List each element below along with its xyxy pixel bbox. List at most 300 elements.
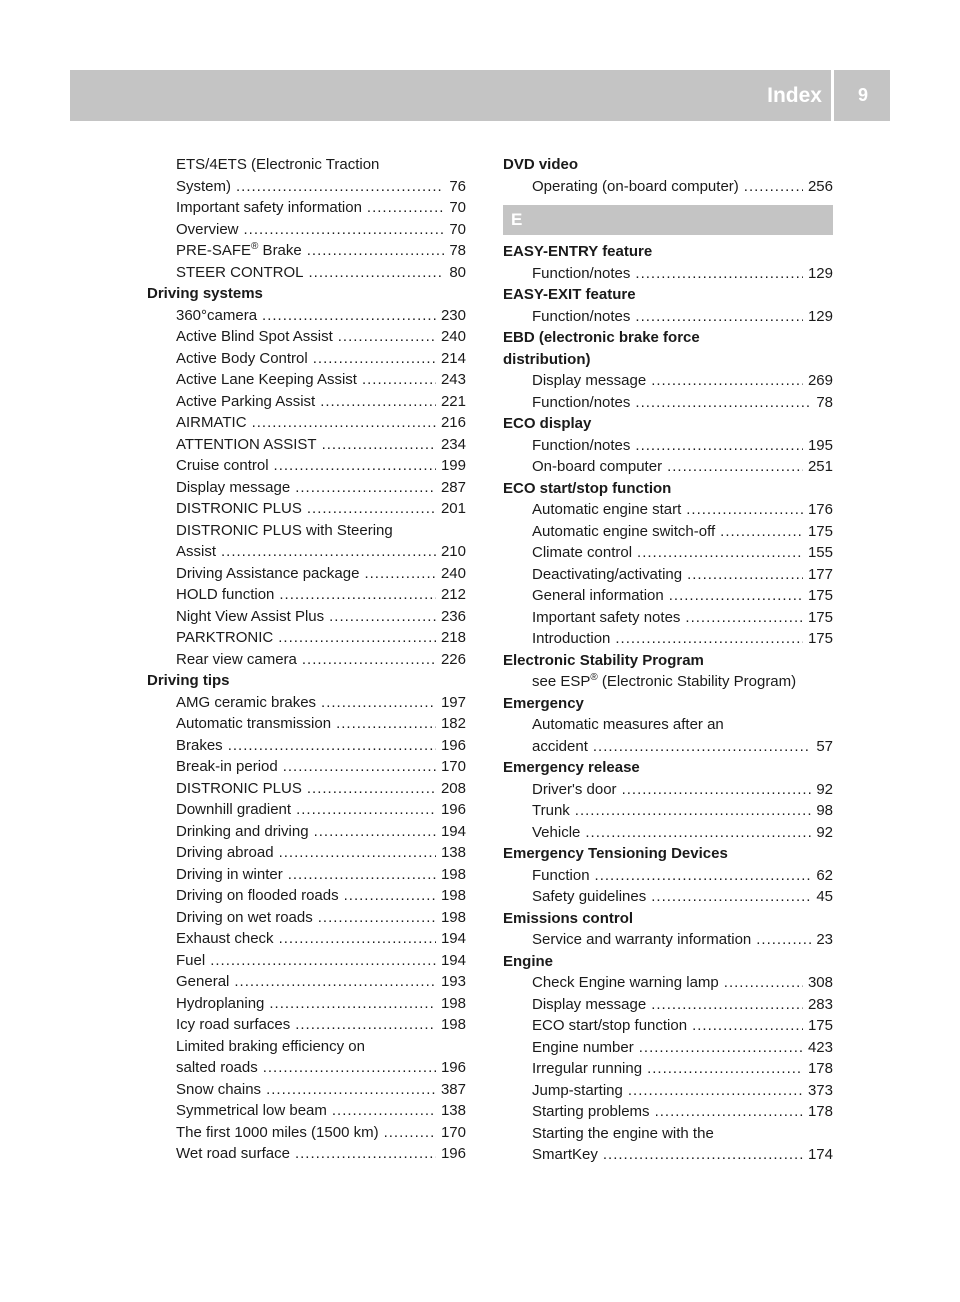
index-page-ref[interactable]: 234 — [440, 435, 466, 453]
index-entry — [503, 1080, 833, 1102]
index-entry-label: Function/notes — [532, 264, 631, 282]
index-entry-label: Symmetrical low beam — [176, 1102, 327, 1119]
index-entry — [503, 800, 833, 822]
index-page-ref[interactable]: 78 — [816, 393, 833, 411]
index-entry-label: Icy road surfaces — [176, 1016, 291, 1033]
index-entry-label: On-board computer — [532, 458, 663, 475]
index-entry — [147, 584, 466, 606]
dot-leader — [279, 928, 436, 950]
index-entry-label: Safety guidelines — [532, 888, 647, 905]
index-page-ref[interactable]: 23 — [816, 931, 833, 948]
index-entry — [503, 542, 833, 564]
dot-leader — [635, 263, 803, 285]
index-page-ref[interactable]: 177 — [807, 565, 833, 583]
index-entry — [147, 348, 466, 370]
index-entry — [503, 822, 833, 844]
index-entry — [147, 1122, 466, 1144]
index-entry-label: Drinking and driving — [176, 822, 309, 840]
index-page-ref[interactable]: 196 — [440, 1145, 466, 1162]
index-entry-label: Display message — [532, 372, 647, 389]
dot-leader — [651, 994, 803, 1016]
dot-leader — [302, 649, 436, 671]
index-entry-label: PARKTRONIC — [176, 629, 274, 646]
index-entry-label: Rear view camera — [176, 650, 297, 668]
dot-leader — [210, 950, 436, 972]
dot-leader — [314, 821, 436, 843]
dot-leader — [332, 1100, 436, 1122]
index-heading: Engine — [503, 952, 554, 970]
index-page-ref[interactable]: 196 — [440, 801, 466, 818]
index-entry — [147, 885, 466, 907]
index-heading: ECO start/stop function — [503, 479, 672, 497]
index-page-ref[interactable]: 226 — [440, 650, 466, 668]
index-page-ref[interactable]: 92 — [816, 780, 833, 798]
index-heading: EBD (electronic brake force — [503, 329, 700, 346]
index-page-ref[interactable]: 178 — [807, 1103, 833, 1120]
index-entry — [503, 564, 833, 586]
index-page-ref[interactable]: 78 — [449, 242, 466, 259]
index-entry-label: Downhill gradient — [176, 801, 292, 818]
dot-leader — [278, 627, 436, 649]
dot-leader — [669, 585, 803, 607]
index-entry-label: STEER CONTROL — [176, 263, 304, 281]
index-entry-label: Driver's door — [532, 780, 617, 798]
dot-leader — [221, 541, 436, 563]
index-heading: DVD video — [503, 156, 579, 173]
index-page-ref[interactable]: 57 — [816, 737, 833, 755]
dot-leader — [283, 756, 436, 778]
index-entry-label: Fuel — [176, 951, 206, 969]
index-entry-label: Cruise control — [176, 457, 269, 474]
index-page-ref[interactable]: 178 — [807, 1060, 833, 1077]
index-page-ref[interactable]: 170 — [440, 758, 466, 775]
index-entry-label: Automatic transmission — [176, 715, 332, 732]
index-page-ref[interactable]: 45 — [816, 888, 833, 905]
index-entry-label: General information — [532, 587, 664, 604]
dot-leader — [639, 1037, 803, 1059]
index-entry — [503, 456, 833, 478]
index-page-ref[interactable]: 194 — [440, 930, 466, 947]
dot-leader — [720, 521, 803, 543]
index-entry — [147, 477, 466, 499]
dot-leader — [603, 1144, 803, 1166]
index-entry-label: Driving on wet roads — [176, 908, 313, 926]
index-page-ref[interactable]: 80 — [449, 263, 466, 281]
index-entry — [147, 391, 466, 413]
index-entry — [503, 435, 833, 457]
index-entry-label: Function/notes — [532, 307, 631, 325]
index-entry-label: Display message — [532, 995, 647, 1013]
index-entry-label: Wet road surface — [176, 1145, 290, 1162]
index-page-ref[interactable]: 175 — [807, 1017, 833, 1034]
index-entry-label: Introduction — [532, 630, 611, 647]
index-entry — [503, 1015, 833, 1037]
index-entry — [503, 779, 833, 801]
dot-leader — [322, 434, 436, 456]
index-page-ref[interactable]: 170 — [440, 1123, 466, 1141]
index-page-ref[interactable]: 138 — [440, 1102, 466, 1119]
index-entry-label: Active Parking Assist — [176, 392, 316, 410]
index-page-ref[interactable]: 129 — [807, 264, 833, 282]
dot-leader — [685, 607, 803, 629]
index-page-ref[interactable]: 197 — [440, 693, 466, 711]
index-entry — [503, 929, 833, 951]
index-entry-label: General — [176, 973, 230, 990]
index-entry-label: The first 1000 miles (1500 km) — [176, 1123, 379, 1141]
index-entry — [503, 370, 833, 392]
index-entry — [147, 864, 466, 886]
index-page-ref[interactable]: 195 — [807, 436, 833, 454]
dot-leader — [252, 412, 436, 434]
index-entry-label: Driving in winter — [176, 865, 283, 883]
index-entry-label: Important safety information — [176, 199, 362, 216]
index-page-ref[interactable]: 196 — [440, 736, 466, 754]
index-entry-label: PRE-SAFE® Brake — [176, 241, 302, 259]
index-page-ref[interactable]: 198 — [440, 994, 466, 1012]
index-entry — [503, 306, 833, 328]
index-entry-label: Jump-starting — [532, 1081, 623, 1099]
dot-leader — [724, 972, 803, 994]
index-entry-label: Driving Assistance package — [176, 564, 360, 582]
index-page-ref[interactable]: 70 — [449, 199, 466, 216]
index-entry — [147, 326, 466, 348]
index-entry-label: Display message — [176, 478, 291, 496]
dot-leader — [307, 498, 436, 520]
index-entry-label: Automatic engine switch-off — [532, 522, 716, 540]
index-page-ref[interactable]: 269 — [807, 372, 833, 389]
index-page-ref[interactable]: 62 — [816, 866, 833, 884]
index-entry — [147, 498, 466, 520]
index-entry-label: Irregular running — [532, 1060, 643, 1077]
index-entry — [147, 1143, 466, 1165]
index-page-ref[interactable]: 423 — [807, 1038, 833, 1056]
index-entry-label: Active Body Control — [176, 349, 308, 367]
index-entry-label: System) — [176, 177, 232, 195]
index-entry-label: Function/notes — [532, 436, 631, 454]
index-entry-label: Vehicle — [532, 823, 581, 841]
index-entry — [503, 176, 833, 198]
index-entry-label: Break-in period — [176, 758, 278, 775]
index-page-ref[interactable]: 175 — [807, 608, 833, 626]
index-page-ref[interactable]: 155 — [807, 544, 833, 561]
dot-leader — [279, 842, 436, 864]
index-heading: Electronic Stability Program — [503, 651, 704, 669]
index-page-ref[interactable]: 176 — [807, 501, 833, 518]
index-entry-label: Trunk — [532, 802, 570, 819]
index-entry — [147, 541, 466, 563]
index-page-ref[interactable]: 76 — [449, 177, 466, 195]
index-entry-label: Starting problems — [532, 1103, 650, 1120]
dot-leader — [756, 929, 811, 951]
index-page-ref[interactable]: 129 — [807, 307, 833, 325]
index-heading: Driving tips — [147, 672, 230, 689]
index-entry-label: Important safety notes — [532, 608, 681, 626]
index-page-ref[interactable]: 175 — [807, 630, 833, 647]
index-page-ref[interactable]: 208 — [440, 779, 466, 797]
index-entry — [147, 1014, 466, 1036]
index-page-ref[interactable]: 196 — [440, 1059, 466, 1076]
dot-leader — [244, 219, 445, 241]
index-entry-label: Driving on flooded roads — [176, 887, 339, 904]
index-page-ref[interactable]: 70 — [449, 220, 466, 238]
index-entry — [147, 907, 466, 929]
index-entry-label: ATTENTION ASSIST — [176, 435, 317, 453]
dot-leader — [320, 391, 436, 413]
index-page-ref[interactable]: 230 — [440, 306, 466, 324]
index-entry — [147, 606, 466, 628]
dot-leader — [234, 971, 436, 993]
index-entry — [147, 412, 466, 434]
index-entry — [147, 950, 466, 972]
page-header — [70, 70, 890, 121]
index-page-ref[interactable]: 174 — [807, 1146, 833, 1163]
index-entry-label: Engine number — [532, 1038, 634, 1056]
index-entry — [147, 993, 466, 1015]
index-heading: ECO display — [503, 415, 592, 432]
index-entry — [503, 263, 833, 285]
dot-leader — [336, 713, 436, 735]
index-entry — [503, 499, 833, 521]
index-page-ref[interactable]: 216 — [440, 414, 466, 431]
index-entry-label: Function — [532, 866, 590, 884]
dot-leader — [295, 1143, 436, 1165]
dot-leader — [295, 477, 436, 499]
dot-leader — [236, 176, 444, 198]
dot-leader — [585, 822, 811, 844]
index-entry-label: Service and warranty information — [532, 931, 752, 948]
index-letter-bar — [503, 205, 833, 235]
index-entry — [503, 1144, 833, 1166]
index-page-ref[interactable]: 175 — [807, 587, 833, 604]
index-page-ref[interactable]: 194 — [440, 822, 466, 840]
index-heading: Driving systems — [147, 285, 263, 302]
index-entry — [147, 369, 466, 391]
index-entry — [503, 521, 833, 543]
index-heading: Emergency release — [503, 759, 640, 776]
index-entry-label: Driving abroad — [176, 844, 274, 861]
index-entry — [147, 262, 466, 284]
dot-leader — [338, 326, 436, 348]
index-entry — [147, 821, 466, 843]
index-entry — [147, 756, 466, 778]
index-page-ref[interactable]: 198 — [440, 865, 466, 883]
dot-leader — [595, 865, 812, 887]
index-page-ref[interactable]: 251 — [807, 458, 833, 475]
dot-leader — [744, 176, 803, 198]
index-page-ref[interactable]: 308 — [807, 974, 833, 991]
index-entry-label: accident — [532, 737, 588, 755]
index-entry-label: HOLD function — [176, 586, 275, 603]
dot-leader — [266, 1079, 436, 1101]
index-entry — [503, 1058, 833, 1080]
index-entry-label: AMG ceramic brakes — [176, 693, 317, 711]
dot-leader — [228, 735, 436, 757]
dot-leader — [635, 435, 803, 457]
dot-leader — [274, 455, 436, 477]
dot-leader — [628, 1080, 803, 1102]
dot-leader — [635, 392, 811, 414]
index-page-ref[interactable]: 373 — [807, 1081, 833, 1099]
index-page-ref[interactable]: 138 — [440, 844, 466, 861]
index-entry-label: Active Lane Keeping Assist — [176, 371, 357, 388]
index-subentry-text: ETS/4ETS (Electronic Traction — [176, 156, 380, 173]
index-column-right — [503, 154, 833, 1166]
index-entry — [147, 713, 466, 735]
index-entry-label: Overview — [176, 220, 239, 238]
index-entry — [503, 607, 833, 629]
index-entry — [147, 176, 466, 198]
index-page-ref[interactable]: 198 — [440, 908, 466, 926]
index-page-ref[interactable]: 218 — [440, 629, 466, 646]
index-entry — [503, 585, 833, 607]
dot-leader — [615, 628, 803, 650]
index-entry — [147, 649, 466, 671]
index-subentry-text: see ESP® (Electronic Stability Program) — [532, 672, 797, 690]
dot-leader — [384, 1122, 436, 1144]
dot-leader — [279, 584, 436, 606]
index-entry — [147, 1057, 466, 1079]
dot-leader — [655, 1101, 803, 1123]
index-entry-label: Assist — [176, 543, 217, 560]
index-entry-label: DISTRONIC PLUS — [176, 500, 302, 517]
index-page-ref[interactable]: 240 — [440, 328, 466, 345]
index-subentry-text: Limited braking efficiency on — [176, 1037, 365, 1055]
index-page-ref[interactable]: 243 — [440, 371, 466, 388]
dot-leader — [364, 563, 436, 585]
index-entry — [147, 928, 466, 950]
index-column-left — [147, 154, 466, 1165]
index-page-ref[interactable]: 98 — [816, 802, 833, 819]
dot-leader — [575, 800, 812, 822]
index-entry — [147, 799, 466, 821]
dot-leader — [263, 1057, 436, 1079]
index-entry-label: SmartKey — [532, 1146, 598, 1163]
index-letter: E — [511, 210, 523, 229]
dot-leader — [329, 606, 436, 628]
index-entry — [147, 971, 466, 993]
index-entry — [147, 627, 466, 649]
index-entry — [147, 1100, 466, 1122]
index-heading: Emissions control — [503, 909, 634, 927]
index-entry — [147, 197, 466, 219]
index-entry-label: Automatic engine start — [532, 501, 682, 518]
index-entry — [147, 434, 466, 456]
index-entry-label: salted roads — [176, 1059, 258, 1076]
index-page-ref[interactable]: 212 — [440, 586, 466, 603]
index-entry — [503, 865, 833, 887]
dot-leader — [344, 885, 436, 907]
dot-leader — [295, 1014, 436, 1036]
index-entry-label: Deactivating/activating — [532, 565, 683, 583]
index-page-ref[interactable]: 199 — [440, 457, 466, 474]
dot-leader — [309, 262, 445, 284]
index-page-ref[interactable]: 214 — [440, 349, 466, 367]
index-heading: Emergency — [503, 694, 584, 712]
index-page-ref[interactable]: 256 — [807, 177, 833, 195]
index-entry — [147, 455, 466, 477]
index-entry-label: Climate control — [532, 544, 633, 561]
index-page-ref[interactable]: 201 — [440, 500, 466, 517]
dot-leader — [313, 348, 436, 370]
dot-leader — [651, 886, 811, 908]
dot-leader — [593, 736, 811, 758]
index-page-ref[interactable]: 194 — [440, 951, 466, 969]
index-entry — [503, 1037, 833, 1059]
dot-leader — [318, 907, 436, 929]
index-page-ref[interactable]: 210 — [440, 543, 466, 560]
index-page-ref[interactable]: 387 — [440, 1080, 466, 1098]
index-entry-label: Hydroplaning — [176, 994, 265, 1012]
index-subentry-text: Automatic measures after an — [532, 716, 724, 733]
index-page-ref[interactable]: 175 — [807, 522, 833, 540]
index-entry-label: 360°camera — [176, 306, 258, 324]
index-entry — [147, 563, 466, 585]
dot-leader — [307, 240, 445, 262]
index-entry-label: Snow chains — [176, 1080, 262, 1098]
page-number: 9 — [857, 85, 868, 105]
index-entry — [147, 305, 466, 327]
index-page-ref[interactable]: 198 — [440, 1016, 466, 1033]
index-page-ref[interactable]: 283 — [807, 995, 833, 1013]
header-divider — [831, 70, 834, 121]
index-entry — [503, 1101, 833, 1123]
index-entry — [147, 842, 466, 864]
index-page-ref[interactable]: 240 — [440, 564, 466, 582]
index-entry-label: Operating (on-board computer) — [532, 177, 739, 195]
index-page-ref[interactable]: 182 — [440, 715, 466, 732]
index-page-ref[interactable]: 221 — [440, 392, 466, 410]
index-entry — [503, 392, 833, 414]
index-entry — [147, 240, 466, 262]
dot-leader — [307, 778, 436, 800]
dot-leader — [651, 370, 803, 392]
dot-leader — [321, 692, 436, 714]
index-page-ref[interactable]: 287 — [440, 478, 466, 496]
dot-leader — [296, 799, 436, 821]
index-page-ref[interactable]: 198 — [440, 887, 466, 904]
index-entry-label: ECO start/stop function — [532, 1017, 688, 1034]
dot-leader — [288, 864, 436, 886]
index-entry-label: Exhaust check — [176, 930, 274, 947]
index-entry — [147, 1079, 466, 1101]
index-page-ref[interactable]: 92 — [816, 823, 833, 841]
dot-leader — [269, 993, 436, 1015]
index-page-ref[interactable]: 236 — [440, 607, 466, 625]
index-entry — [503, 994, 833, 1016]
index-entry-label: Active Blind Spot Assist — [176, 328, 333, 345]
index-page-ref[interactable]: 193 — [440, 973, 466, 990]
index-entry — [503, 736, 833, 758]
index-entry — [147, 735, 466, 757]
index-heading: Emergency Tensioning Devices — [503, 845, 728, 862]
index-entry-label: Function/notes — [532, 393, 631, 411]
dot-leader — [686, 499, 803, 521]
index-entry — [147, 692, 466, 714]
dot-leader — [362, 369, 436, 391]
index-entry-label: DISTRONIC PLUS — [176, 779, 302, 797]
index-entry-label: AIRMATIC — [176, 414, 247, 431]
dot-leader — [637, 542, 803, 564]
index-entry-label: Check Engine warning lamp — [532, 974, 719, 991]
dot-leader — [367, 197, 444, 219]
page-title: Index — [767, 84, 822, 107]
index-entry — [503, 628, 833, 650]
index-entry — [503, 886, 833, 908]
index-entry-label: Brakes — [176, 736, 223, 754]
index-entry — [147, 219, 466, 241]
dot-leader — [635, 306, 803, 328]
index-entry — [147, 778, 466, 800]
